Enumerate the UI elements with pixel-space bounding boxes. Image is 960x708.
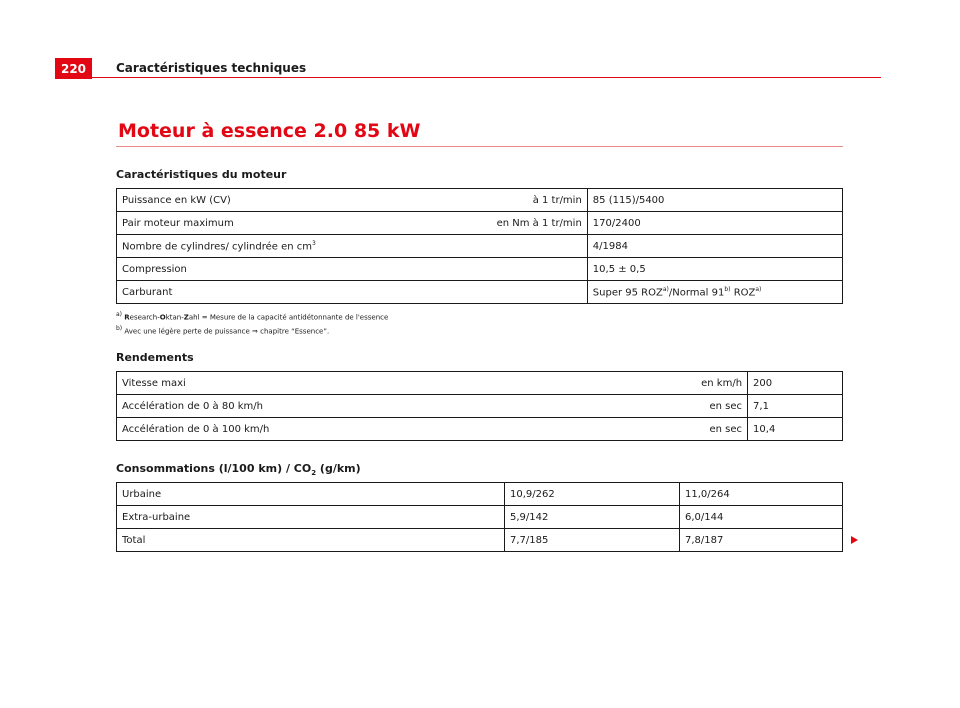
row-label: Accélération de 0 à 80 km/h	[117, 395, 568, 418]
row-value-1: 7,7/185	[505, 529, 680, 552]
performance-heading: Rendements	[116, 351, 194, 364]
row-unit: en sec	[567, 418, 748, 441]
table-row	[117, 418, 843, 441]
row-unit: à 1 tr/min	[407, 189, 588, 212]
row-unit: en sec	[567, 395, 748, 418]
row-label: Carburant	[117, 281, 407, 304]
row-label: Total	[117, 529, 505, 552]
header-rule	[92, 77, 881, 78]
row-value: 10,5 ± 0,5	[587, 258, 842, 281]
table-row	[117, 235, 843, 258]
page-title: Moteur à essence 2.0 85 kW	[118, 120, 421, 142]
table-row	[117, 212, 843, 235]
row-value: 10,4	[748, 418, 843, 441]
row-value: 200	[748, 372, 843, 395]
row-unit	[407, 281, 588, 304]
row-unit: en Nm à 1 tr/min	[407, 212, 588, 235]
table-row	[117, 529, 843, 552]
row-label: Accélération de 0 à 100 km/h	[117, 418, 568, 441]
row-value: Super 95 ROZ$^{a)}$/Normal 91$^{b)}$ ROZ$^{a)}$	[587, 281, 842, 304]
table-row	[117, 372, 843, 395]
row-value-1: 5,9/142	[505, 506, 680, 529]
engine-table	[116, 188, 843, 304]
triangle-right-icon	[851, 536, 858, 544]
row-unit	[407, 235, 588, 258]
row-value: 7,1	[748, 395, 843, 418]
row-value: 4/1984	[587, 235, 842, 258]
table-row	[117, 189, 843, 212]
row-unit	[407, 258, 588, 281]
header-title: Caractéristiques techniques	[116, 61, 307, 75]
row-value-2: 7,8/187	[680, 529, 843, 552]
page-number: 220	[55, 58, 92, 79]
row-label: Extra-urbaine	[117, 506, 505, 529]
row-unit: en km/h	[567, 372, 748, 395]
performance-table	[116, 371, 843, 441]
footnote-b: $^{b)}$ Avec une légère perte de puissance ⇒ chapitre “Essence”.	[116, 325, 330, 336]
engine-heading: Caractéristiques du moteur	[116, 168, 287, 181]
row-value: 85 (115)/5400	[587, 189, 842, 212]
table-row	[117, 258, 843, 281]
footnote-a: $^{a)}$ Research-Oktan-Zahl = Mesure de la capacité antidétonnante de l'essence	[116, 311, 389, 322]
row-label: Pair moteur maximum	[117, 212, 407, 235]
consumption-table	[116, 482, 843, 552]
title-rule	[116, 146, 843, 147]
row-label: Compression	[117, 258, 407, 281]
table-row	[117, 483, 843, 506]
row-value-1: 10,9/262	[505, 483, 680, 506]
table-row	[117, 506, 843, 529]
row-value-2: 6,0/144	[680, 506, 843, 529]
table-row	[117, 395, 843, 418]
table-row	[117, 281, 843, 304]
row-label: Nombre de cylindres/ cylindrée en $cm^3$	[117, 235, 407, 258]
footnotes	[116, 309, 388, 338]
row-value: 170/2400	[587, 212, 842, 235]
row-label: Urbaine	[117, 483, 505, 506]
row-label: Vitesse maxi	[117, 372, 568, 395]
consumption-heading: Consommations (l/100 $km) / CO_2$ (g/km)	[116, 462, 361, 478]
row-value-2: 11,0/264	[680, 483, 843, 506]
row-label: Puissance en kW (CV)	[117, 189, 407, 212]
